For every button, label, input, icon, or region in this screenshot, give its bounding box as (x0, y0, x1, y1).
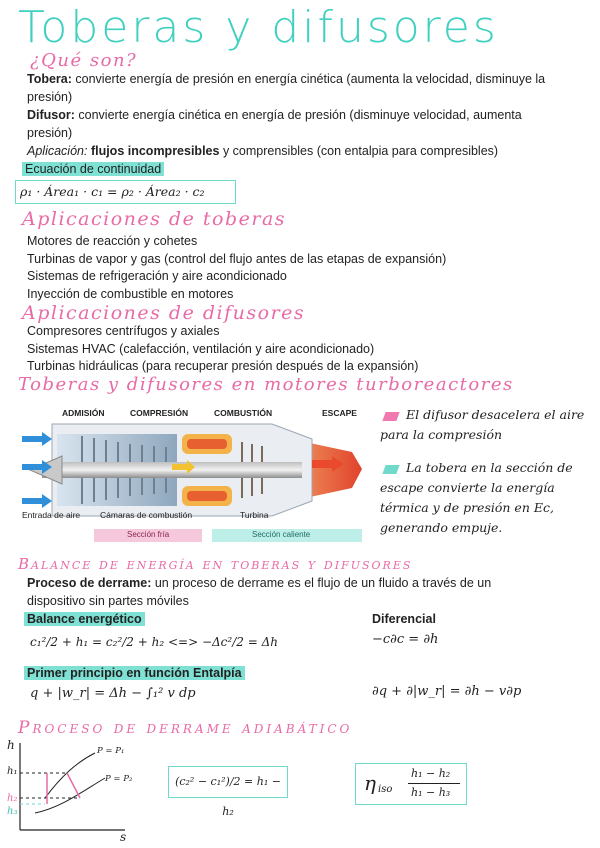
h1-label: h₁ (7, 766, 18, 777)
primer-diferencial: ∂q + ∂|w_r| = ∂h − v∂p (372, 684, 522, 699)
efficiency-denominator: h₁ − h₃ (411, 786, 451, 799)
primer-formula: q + |w_r| = Δh − ∫₁² v dp (30, 686, 196, 701)
label-camaras: Cámaras de combustión (100, 510, 193, 520)
aplicacion-text: y comprensibles (con entalpia para compresibles) (222, 144, 499, 158)
toberas-apps-list (27, 233, 446, 303)
page-title: Toberas y difusores (18, 2, 499, 53)
difusor-definition (27, 107, 567, 142)
aplicacion-bold: flujos incompresibles (90, 144, 220, 158)
note-difusor: El difusor desacelera el aire para la compresión (380, 407, 585, 442)
p2-label: P = P₂ (105, 774, 133, 784)
label-seccion-fria: Sección fría (127, 530, 170, 539)
tobera-label: Tobera: (27, 72, 72, 86)
label-compresion: COMPRESIÓN (130, 408, 189, 418)
derrame-label: Proceso de derrame: (27, 576, 152, 590)
aplicacion-definition (27, 143, 587, 161)
derrame-definition (27, 575, 547, 610)
list-item: Compresores centrífugos y axiales (27, 324, 220, 338)
list-item: Sistemas HVAC (calefacción, ventilación y aire acondicionado) (27, 341, 375, 356)
efficiency-box (355, 763, 467, 805)
label-escape: ESCAPE (322, 408, 357, 418)
label-turbina: Turbina (240, 510, 269, 520)
list-item: Motores de reacción y cohetes (27, 234, 198, 248)
list-item: Turbinas de vapor y gas (control del flujo antes de las etapas de expansión) (27, 251, 447, 266)
balance-label: Balance energético (24, 611, 145, 629)
eta-symbol: η (364, 771, 376, 795)
difusor-text: convierte energía cinética en energía de presión (disminuye velocidad, aumenta presión) (27, 108, 522, 140)
list-item: Turbinas hidráulicas (para recuperar presión después de la expansión) (27, 359, 419, 373)
label-seccion-caliente: Sección caliente (252, 530, 311, 539)
label-combustion: COMBUSTIÓN (214, 408, 273, 418)
toberas-apps-heading: Aplicaciones de toberas (22, 208, 287, 230)
tobera-definition (27, 71, 567, 106)
difusores-apps-heading: Aplicaciones de difusores (22, 302, 306, 324)
tobera-text: convierte energía de presión en energía cinética (aumenta la velocidad, disminuye la presión) (27, 72, 546, 104)
derrame-text: un proceso de derrame es el flujo de un fluido a través de un dispositivo sin partes móviles (27, 576, 492, 608)
p1-label: P = P₁ (97, 746, 125, 756)
jet-engine-diagram (22, 404, 372, 544)
eta-subscript: iso (378, 784, 393, 795)
aplicacion-label: Aplicación: (27, 144, 88, 158)
difusores-apps-list (27, 323, 418, 376)
h2-label: h₂ (7, 793, 18, 804)
axis-h-label: h (7, 738, 15, 752)
primer-label: Primer principio en función Entalpía (24, 665, 245, 683)
axis-s-label: s (120, 830, 127, 844)
jet-engine-illustration (22, 404, 372, 544)
label-admision: ADMISIÓN (62, 408, 105, 418)
diferencial-formula: −c∂c = ∂h (372, 632, 439, 647)
hs-diagram (5, 738, 135, 843)
turbo-heading: Toberas y difusores en motores turboreactores (18, 374, 514, 395)
balance-heading: Balance de energía en toberas y difusores (18, 555, 413, 573)
what-heading: ¿Qué son? (30, 50, 138, 71)
difusor-label: Difusor: (27, 108, 75, 122)
list-item: Sistemas de refrigeración y aire acondicionado (27, 269, 287, 283)
adiabatic-heading: Proceso de derrame adiabático (18, 718, 353, 738)
label-entrada: Entrada de aire (22, 510, 81, 520)
energy-box-formula: (c₂² − c₁²)/2 = h₁ − h₂ (168, 766, 288, 798)
fraction-bar (408, 783, 460, 784)
continuity-formula: ρ₁ · Área₁ · c₁ = ρ₂ · Área₂ · c₂ (15, 180, 236, 204)
continuity-label: Ecuación de continuidad (22, 161, 164, 179)
diferencial-label: Diferencial (372, 612, 436, 626)
h3-label: h₃ (7, 806, 18, 817)
note-tobera: La tobera en la sección de escape convierte la energía térmica y de presión en Ec, generando empuje. (380, 460, 573, 535)
list-item: Inyección de combustible en motores (27, 286, 234, 301)
balance-formula: c₁²/2 + h₁ = c₂²/2 + h₂ <=> −Δc²/2 = Δh (30, 635, 278, 649)
efficiency-numerator: h₁ − h₂ (411, 767, 451, 780)
